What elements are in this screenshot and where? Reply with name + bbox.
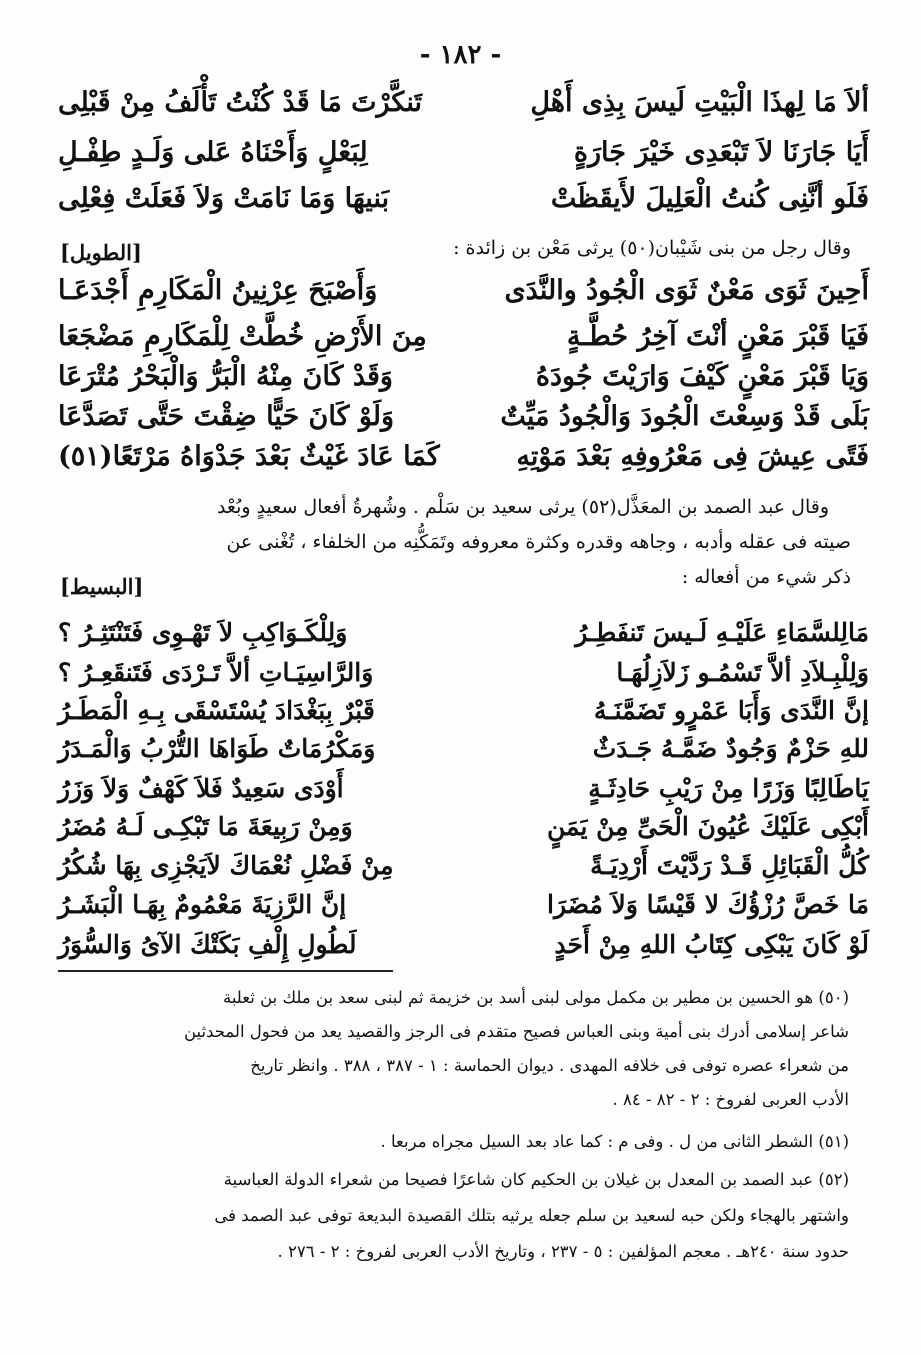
poem-intro-line: ذكر شيء من أفعاله :	[681, 566, 851, 588]
second-hemistich: وَالرَّاسِيَـاتِ ألاَّ تَـرْدَى فَتَنقَعِـرُ ؟	[58, 657, 374, 687]
footnote-line: حدود سنة ٢٤٠هـ . معجم المؤلفين : ٥ - ٢٣٧ ، وتاريخ الأدب العربى لفروخ : ٢ - ٢٧٦ .	[277, 1242, 849, 1261]
second-hemistich: لَطُولِ إِلْفِ بَكَتْكَ الآىُ وَالسُّوَرُ	[58, 929, 357, 959]
second-hemistich: كَمَا عَادَ غَيْثٌ بَعْدَ جَدْوَاهُ مَرْتَعًا(٥١)	[58, 440, 440, 472]
second-hemistich: إنَّ الرَّزِيَةَ مَعْمُومٌ بِهَـا الْبَشَـرُ	[58, 889, 347, 919]
first-hemistich: مَالِلسَّمَاءِ عَلَيْـهِ لَـيسَ تَنفَطِـرُ	[575, 617, 869, 647]
footnote-line: واشتهر بالهجاء ولكن حبه لسعيد بن سلم جعله يرثيه بتلك القصيدة البديعة توفى عبد الصمد فى	[214, 1206, 849, 1225]
second-hemistich: بَنيهَا وَمَا نَامَتْ وَلاَ فَعَلَتْ فِعْلِى	[58, 182, 390, 214]
meter-label: [البسيط]	[60, 574, 144, 599]
footnote-line: الأدب العربى لفروخ : ٢ - ٨٢ - ٨٤ .	[612, 1090, 849, 1109]
verse-line	[58, 652, 869, 692]
footnote-line: (٥٢) عبد الصمد بن المعدل بن غيلان بن الحكيم كان شاعرًا فصيحا من شعراء الدولة العباسية	[223, 1170, 849, 1189]
first-hemistich: وَلِلْبِـلاَدِ ألاَّ تَسْمُـو زَلاَزِلُهَـا	[616, 657, 869, 687]
first-hemistich: أَيَا جَارَنَا لاَ تَبْعَدِى خَيْرَ جَارَةٍ	[573, 136, 869, 168]
second-hemistich: تَنكَّرْتَ مَا قَدْ كُنْتُ تَأْلَفُ مِنْ قَبْلِى	[58, 86, 422, 118]
first-hemistich: بَلَى قَدْ وَسِعْتَ الْجُودَ وَالْجُودُ مَيِّتٌ	[500, 400, 869, 432]
second-hemistich: قَبْرٌ بِبَغْدَادَ يُسْتَسْقَى بِـهِ الْمَطَـرُ	[58, 695, 375, 725]
verse-line	[58, 768, 869, 808]
second-hemistich: مِنَ الأَرْضِ خُطَّتْ لِلْمَكَارِمِ مَضْجَعَا	[58, 320, 427, 352]
first-hemistich: أَحِينَ ثَوَى مَعْنٌ ثَوَى الْجُودُ والنَّدَى	[504, 274, 869, 306]
verse-line	[58, 82, 869, 122]
first-hemistich: ألاَ مَا لِهذَا الْبَيْتِ لَيسَ بِذِى أَهْلِ	[530, 86, 869, 118]
first-hemistich: فَتًى عِيشَ فِى مَعْرُوفِهِ بَعْدَ مَوْتِهِ	[516, 440, 869, 472]
first-hemistich: للهِ حَزْمٌ وَجُودٌ ضَمَّـهُ جَـدَثٌ	[592, 733, 869, 763]
verse-line	[58, 132, 869, 172]
first-hemistich: مَا خَصَّ رُزْؤُكَ لا قَيْسًا وَلاَ مُضَرَا	[547, 889, 869, 919]
verse-line	[58, 396, 869, 436]
verse-line	[58, 178, 869, 218]
verse-line	[58, 845, 869, 885]
first-hemistich: فَيَا قَبْرَ مَعْنٍ أنْتَ آخِرُ حُطَّـةٍ	[566, 320, 869, 352]
second-hemistich: وَلَوْ كَانَ حَيًّا ضِقْتَ حَتَّى تَصَدَّعَا	[58, 400, 395, 432]
first-hemistich: يَاطَالِبًا وَزَرًا مِنْ رَيْبِ حَادِثَـةٍ	[588, 773, 869, 803]
verse-line	[58, 728, 869, 768]
footnote-line: من شعراء عصره توفى فى خلافه المهدى . ديوان الحماسة : ١ - ٣٨٧ ، ٣٨٨ . وانظر تاريخ	[250, 1056, 849, 1075]
second-hemistich: وَمَكْرُمَاتٌ طَوَاهَا التُّرْبُ وَالْمَـدَرُ	[58, 733, 376, 763]
verse-line	[58, 690, 869, 730]
second-hemistich: مِنْ فَضْلِ نُعْمَاكَ لاَيَجْزِى بِهَا شُكُرُ	[58, 850, 394, 880]
poem-intro: وقال رجل من بنى شَيْبان(٥٠) يرثى مَعْن بن زائدة :	[453, 237, 851, 259]
second-hemistich: وَلِلْكَـوَاكِبِ لاَ تَهْـوِى فَتَنْتَثِـرُ ؟	[58, 617, 348, 647]
verse-line	[58, 884, 869, 924]
first-hemistich: فَلَو أنَّنِى كُنتُ الْعَلِيلَ لأَيقَظَتْ	[550, 182, 869, 214]
second-hemistich: أَوْدَى سَعِيدٌ فَلاَ كَهْفٌ وَلاَ وَزَرُ	[58, 773, 344, 803]
second-hemistich: لِبَعْلٍ وَأَحْنَاهُ عَلى وَلَـدٍ طِفْـلِ	[58, 136, 368, 168]
first-hemistich: لَوْ كَانَ يَبْكِى كِتَابُ اللهِ مِنْ أَحَدٍ	[554, 929, 869, 959]
verse-line	[58, 612, 869, 652]
verse-line	[58, 924, 869, 964]
footnote-line: شاعر إسلامى أدرك بنى أمية وبنى العباس فصيح متقدم فى الرجز والقصيد يعد من فحول المحدثين	[183, 1022, 849, 1041]
first-hemistich: إنَّ النَّدَى وَأَبَا عَمْرٍو تَضَمَّنَـهُ	[593, 695, 869, 725]
page-number: - ١٨٢ -	[419, 40, 502, 70]
first-hemistich: أَبْكِى عَلَيْكَ عُيُونَ الْحَىِّ مِنْ يَمَنٍ	[546, 811, 869, 841]
second-hemistich: وَمِنْ رَبِيعَةَ مَا تَبْكِـى لَـهُ مُضَرُ	[58, 811, 353, 841]
second-hemistich: وَقَدْ كَانَ مِنْهُ الْبَرُّ وَالْبَحْرُ مُتْرَعَا	[58, 360, 393, 392]
footnote-line: (٥٠) هو الحسين بن مطير بن مكمل مولى لبنى أسد بن خزيمة ثم لبنى سعد بن ملك بن ثعلبة	[222, 988, 849, 1007]
verse-line	[58, 806, 869, 846]
second-hemistich: وَأَصْبَحَ عِرْنِينُ الْمَكَارِمِ أَجْدَعَـا	[58, 274, 378, 306]
poem-intro-line: صيته فى عقله وأدبه ، وجاهه وقدره وكثرة معروفه وتَمَكُّنِه من الخلفاء ، تُغْنى عن	[226, 531, 851, 553]
verse-line	[58, 270, 869, 310]
footnote-line: (٥١) الشطر الثانى من ل . وفى م : كما عاد بعد السيل مجراه مربعا .	[380, 1132, 849, 1151]
footnote-divider	[58, 970, 393, 972]
first-hemistich: وَيَا قَبْرَ مَعْنٍ كَيْفَ وَارَيْتَ جُودَهُ	[535, 360, 869, 392]
meter-label: [الطويل]	[60, 240, 142, 265]
poem-intro-line: وقال عبد الصمد بن المعَذَّل(٥٢) يرثى سعيد بن سَلْم . وشُهرةُ أفعال سعيدٍ وبُعْد	[216, 496, 829, 518]
verse-line	[58, 316, 869, 356]
first-hemistich: كُلُّ الْقَبَائِلِ قَـدْ رَدَّيْتَ أَرْدِيَـةً	[590, 850, 869, 880]
verse-line	[58, 356, 869, 396]
verse-line	[58, 436, 869, 476]
